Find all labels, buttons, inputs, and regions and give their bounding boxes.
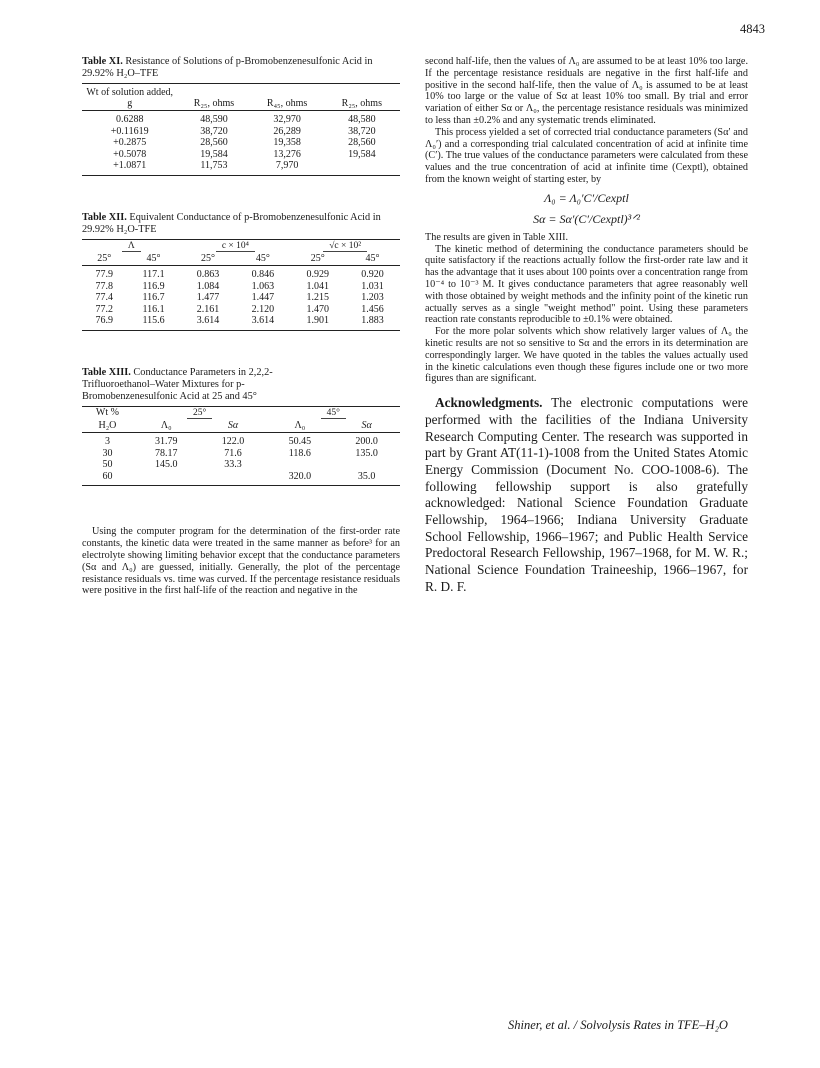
table-xii-cell: 0.920 <box>361 268 384 280</box>
table-xii-cell: 2.161 <box>196 303 220 315</box>
table-xiii-row <box>82 436 400 448</box>
table-xiii-subheader: Sα <box>333 419 400 433</box>
table-xi-grid <box>82 83 400 176</box>
table-xi-cell: 28,560 <box>348 137 376 149</box>
table-xiii-col0-header-a: Wt % <box>95 406 119 418</box>
table-xiii-cell: 30 <box>102 447 113 459</box>
table-xi-cell: 32,970 <box>273 114 301 125</box>
table-xii-subheader: 25° <box>290 252 345 266</box>
table-xii-subheader: 45° <box>235 252 290 266</box>
table-xiii-cell: 71.6 <box>224 447 242 459</box>
table-xi-cell: +0.5078 <box>113 148 147 160</box>
table-xii <box>82 212 400 331</box>
table-xii-cell: 1.456 <box>361 303 384 315</box>
table-xi-cell: 38,720 <box>348 125 376 137</box>
table-xiii-cell: 78.17 <box>155 447 178 459</box>
table-xii-row <box>82 292 400 304</box>
table-xiii-col0-header-b: H₂O <box>82 419 133 433</box>
table-xii-cell: 1.215 <box>306 292 329 304</box>
table-xi-cell: 11,753 <box>200 160 228 172</box>
table-xii-grid <box>82 239 400 331</box>
table-xii-caption-text: Equivalent Conductance of p-Bromobenzenesulfonic Acid in 29.92% H₂O-TFE <box>82 211 381 235</box>
table-xiii-cell <box>266 459 333 471</box>
table-xii-cell: 1.477 <box>196 292 220 304</box>
table-xi-row <box>82 126 400 138</box>
table-xi-row <box>82 137 400 149</box>
table-xiii-cell: 122.0 <box>221 435 245 447</box>
table-xiii-grid <box>82 406 400 486</box>
table-xii-cell: 116.7 <box>142 292 165 304</box>
table-xii-subheader: 45° <box>126 252 180 266</box>
table-xiii-group-header: 45° <box>321 408 346 419</box>
table-xii-cell: 116.1 <box>142 303 165 315</box>
table-xii-cell: 1.203 <box>361 292 384 304</box>
table-xii-cell: 0.929 <box>306 268 329 280</box>
equation-s-alpha: Sα = Sα′(C′/Cexptl)³ᐟ² <box>533 211 640 226</box>
table-xiii-cell: 50 <box>102 459 113 471</box>
table-xii-row <box>82 269 400 281</box>
table-xii-cell: 2.120 <box>251 303 275 315</box>
table-xiii-cell: 33.3 <box>224 459 242 471</box>
paragraph: second half-life, then the values of Λ₀ are assumed to be at least 10% too large. If the percentage resistance residuals are negative in the first half-life and positive in the second half-life, then the value of Λ₀ is assumed to be at least 10% too large or the value of Sα at least 10% too small. By trial and error variation of either Sα or Λ₀, the percentage resistance residuals was minimized to less than ±0.2% and any systematic trends eliminated. <box>425 56 748 126</box>
table-xiii-group-header: 25° <box>187 408 212 419</box>
table-xi-cell: 7,970 <box>275 160 299 172</box>
paragraph: This process yielded a set of corrected trial conductance parameters (Sα′ and Λ₀′) and a corresponding trial calculated concentration of acid at infinite time (C′). The true values of the conductance parameters were calculated from these values and the true concentration of acid at infinite time (Cexptl), obtained from the known weight of starting ester, by <box>425 126 748 185</box>
table-xiii-subheader: Λ₀ <box>133 419 200 433</box>
table-xiii-cell: 35.0 <box>357 470 376 482</box>
table-xiii-cell: 50.45 <box>288 435 312 447</box>
paragraph: Using the computer program for the determination of the first-order rate constants, the kinetic data were treated in the same manner as before³ for an electrolyte showing limiting behavior except that the conductance parameters (Sα and Λ₀) are guessed, initially. Generally, the plot of the percentage resistance residuals vs. time was curved. If the percentage resistance residuals were positive in the first half-life of the reaction and negative in the <box>82 526 400 597</box>
table-xi-header: R₄₅, ohms <box>251 84 324 111</box>
table-xii-cell: 77.9 <box>95 268 113 280</box>
table-xi-cell: 0.6288 <box>115 114 144 125</box>
table-xi-cell: 26,289 <box>273 125 301 137</box>
table-xii-cell: 1.063 <box>251 280 275 292</box>
table-xii-row <box>82 304 400 316</box>
paragraph: The results are given in Table XIII. <box>425 231 569 243</box>
table-xii-cell: 77.4 <box>95 292 113 304</box>
acknowledgments-title: Acknowledgments. <box>435 395 543 411</box>
table-xiii-row <box>82 459 400 471</box>
table-xiii-cell <box>200 471 267 483</box>
table-xi-cell: 48,580 <box>348 114 376 125</box>
equation-lambda: Λ₀ = Λ₀′C′/Cexptl <box>544 190 629 205</box>
table-xiii-cell: 118.6 <box>288 447 311 459</box>
table-xii-cell: 115.6 <box>142 315 165 327</box>
table-xii-cell: 0.846 <box>251 268 275 280</box>
table-xii-cell: 77.2 <box>95 303 113 315</box>
table-xiii-cell: 3 <box>104 435 110 447</box>
table-xiii-cell: 200.0 <box>355 435 378 447</box>
table-xii-cell: 76.9 <box>95 315 113 327</box>
table-xii-cell: 117.1 <box>142 268 165 280</box>
table-xi-cell: +0.2875 <box>113 137 147 149</box>
right-body-text <box>425 56 748 186</box>
table-xii-cell: 1.883 <box>361 315 384 327</box>
table-xi-cell: 38,720 <box>200 125 228 137</box>
paragraph: The kinetic method of determining the conductance parameters should be quite satisfactory if the reactions actually follow the first-order rate law and it has the advantage that it uses about 100 points over a concentration range from 10⁻⁴ to 10⁻³ M. It gives conductance parameters that agree reasonably well with those obtained by weight methods and the infinity point of the kinetic run actually serves as a single "weight method" point. Using these parameters reaction rate constants reproducible to ±0.1% were obtained. <box>425 243 748 326</box>
table-xiii-cell: 320.0 <box>288 470 312 482</box>
table-xiii-cell: 145.0 <box>155 459 178 471</box>
right-column <box>425 56 748 596</box>
table-xiii-subheader: Sα <box>200 419 267 433</box>
table-xii-cell: 0.863 <box>196 268 220 280</box>
table-xi-cell: 28,560 <box>200 137 228 149</box>
left-body-text <box>82 526 400 597</box>
page-number: 4843 <box>740 22 765 36</box>
table-xi <box>82 56 400 176</box>
table-xiii-cell: 31.79 <box>155 435 178 447</box>
table-xi-header: Wt of solution added, g <box>82 84 177 111</box>
table-xiii-cell: 135.0 <box>355 447 378 459</box>
table-xiii-row <box>82 471 400 483</box>
table-xi-row <box>82 149 400 161</box>
table-xii-label: Table XII. <box>82 211 127 223</box>
table-xii-row <box>82 281 400 293</box>
table-xiii-cell <box>333 459 400 471</box>
table-xi-cell: 19,584 <box>200 148 228 160</box>
table-xi-header: R₂₅, ohms <box>324 84 400 111</box>
table-xii-group-header: √c × 10² <box>323 241 367 252</box>
table-xiii-caption-text: Conductance Parameters in 2,2,2-Trifluoroethanol–Water Mixtures for p-Bromobenzenesulfonic Acid at 25 and 45° <box>82 366 273 402</box>
table-xiii <box>82 367 400 486</box>
table-xi-cell <box>324 160 400 172</box>
table-xiii-caption <box>82 367 322 403</box>
paragraph: For the more polar solvents which show relatively larger values of Λ₀ the kinetic results are not so sensitive to Sα and the errors in its determination are correspondingly larger. We have quoted in the tables the values actually used in the kinetic calculations even though these figures include one or two more figures than are significant. <box>425 326 748 385</box>
table-xiii-cell <box>133 471 200 483</box>
table-xi-cell: 48,590 <box>200 114 228 125</box>
table-xii-cell: 3.614 <box>196 315 220 327</box>
table-xii-cell: 77.8 <box>95 280 113 292</box>
table-xii-subheader: 25° <box>181 252 236 266</box>
acknowledgments <box>425 395 748 595</box>
table-xi-cell: 13,276 <box>273 148 301 160</box>
table-xi-row <box>82 114 400 126</box>
table-xii-cell: 1.031 <box>361 280 384 292</box>
table-xii-cell: 1.901 <box>306 315 329 327</box>
table-xii-group-header: c × 10⁴ <box>216 241 255 252</box>
table-xi-header: R₂₅, ohms <box>177 84 250 111</box>
table-xii-cell: 1.470 <box>306 303 329 315</box>
table-xi-cell: 19,584 <box>348 148 376 160</box>
table-xiii-subheader: Λ₀ <box>266 419 333 433</box>
table-xi-cell: 19,358 <box>273 137 301 149</box>
acknowledgments-text: The electronic computations were performed with the facilities of the Indiana University Research Computing Center. The research was supported in part by Grant AT(11-1)-1008 from the United States Atomic Energy Commission (Document No. COO-1008-6). The following fellowship support is also gratefully acknowledged: National Science Foundation Graduate Fellowship, 1964–1966; Indiana University Graduate School Fellowship, 1966–1967; and Public Health Service Predoctoral Research Fellowship, 1967–1968, for M. W. R.; National Science Foundation Traineeship, 1966–1967, for R. D. F. <box>425 395 748 594</box>
table-xii-cell: 1.447 <box>251 292 275 304</box>
table-xii-cell: 1.041 <box>306 280 329 292</box>
left-column <box>82 56 400 597</box>
table-xi-caption <box>82 56 400 80</box>
table-xii-cell: 3.614 <box>251 315 275 327</box>
table-xii-caption <box>82 212 400 236</box>
table-xi-caption-text: Resistance of Solutions of p-Bromobenzenesulfonic Acid in 29.92% H₂O–TFE <box>82 56 373 79</box>
table-xii-cell: 116.9 <box>142 280 165 292</box>
table-xii-group-header: Λ <box>122 241 141 252</box>
table-xiii-cell: 60 <box>102 470 113 482</box>
table-xiii-row <box>82 448 400 460</box>
table-xi-row <box>82 160 400 172</box>
table-xii-subheader: 25° <box>82 252 126 266</box>
right-body-text-2 <box>425 232 748 385</box>
table-xii-row <box>82 315 400 327</box>
table-xii-subheader: 45° <box>345 252 400 266</box>
table-xiii-label: Table XIII. <box>82 366 131 378</box>
table-xi-cell: +1.0871 <box>113 160 147 172</box>
table-xii-cell: 1.084 <box>196 280 220 292</box>
table-xi-cell: +0.11619 <box>110 125 149 137</box>
table-xi-label: Table XI. <box>82 56 123 67</box>
running-footer: Shiner, et al. / Solvolysis Rates in TFE–H₂O <box>508 1018 728 1032</box>
